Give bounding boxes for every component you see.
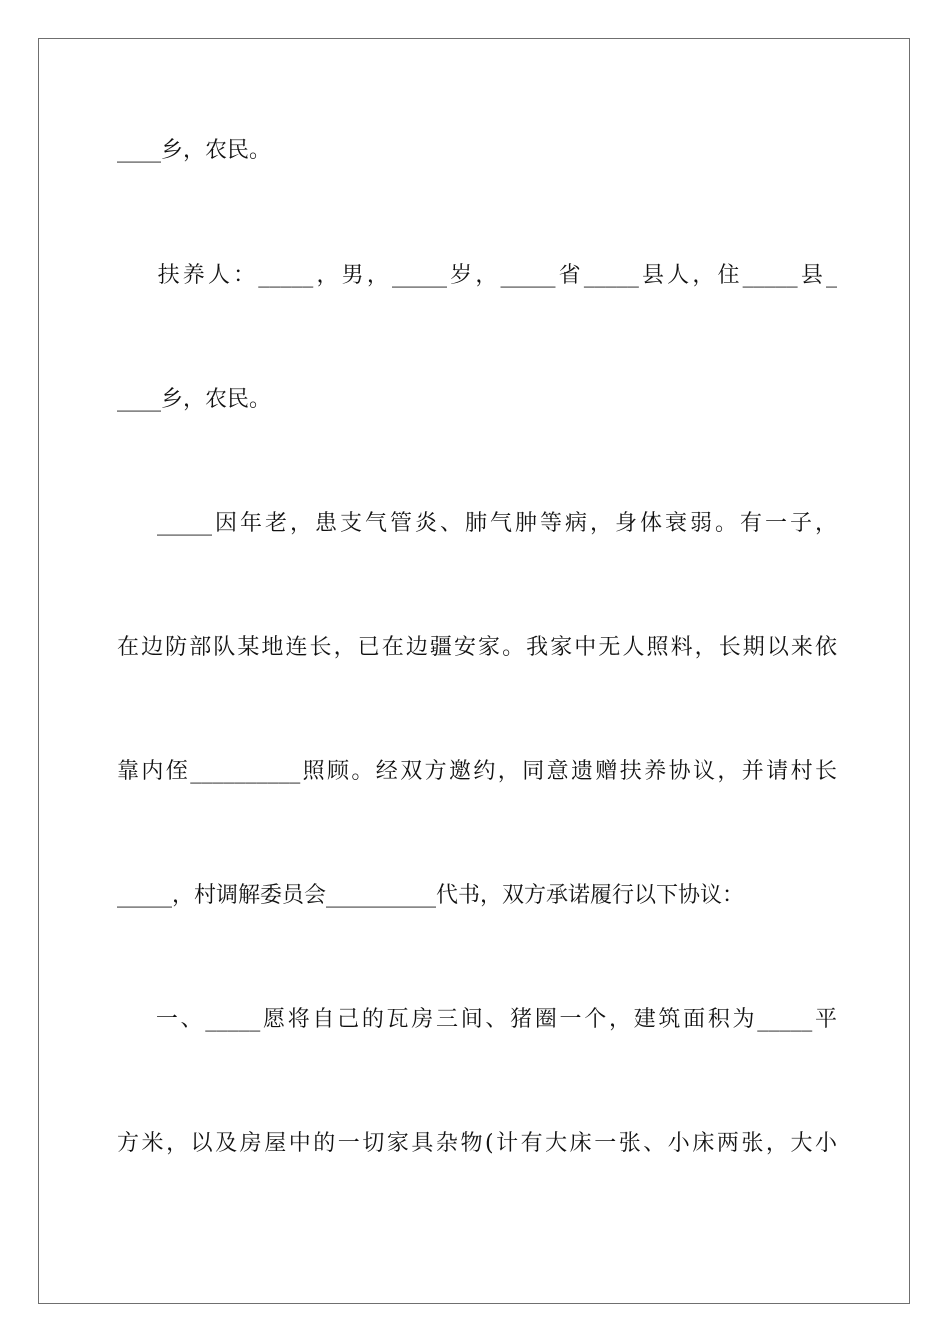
text-line-6: 靠内侄__________照顾。经双方邀约，同意遗赠扶养协议，并请村长 xyxy=(117,759,837,784)
text-line-2: 扶养人：_____，男，_____岁，_____省_____县人，住_____县_ xyxy=(117,263,837,288)
document-page xyxy=(38,38,910,1304)
text-line-3: ____乡，农民。 xyxy=(117,387,272,412)
text-line-1: ____乡，农民。 xyxy=(117,138,272,163)
text-line-8: 一、_____愿将自己的瓦房三间、猪圈一个，建筑面积为_____平 xyxy=(117,1007,837,1032)
text-line-4: _____因年老，患支气管炎、肺气肿等病，身体衰弱。有一子， xyxy=(117,511,837,536)
text-line-7: _____，村调解委员会__________代书，双方承诺履行以下协议： xyxy=(117,883,745,908)
text-line-5: 在边防部队某地连长，已在边疆安家。我家中无人照料，长期以来依 xyxy=(117,635,837,660)
text-line-9: 方米，以及房屋中的一切家具杂物(计有大床一张、小床两张，大小 xyxy=(117,1131,837,1156)
